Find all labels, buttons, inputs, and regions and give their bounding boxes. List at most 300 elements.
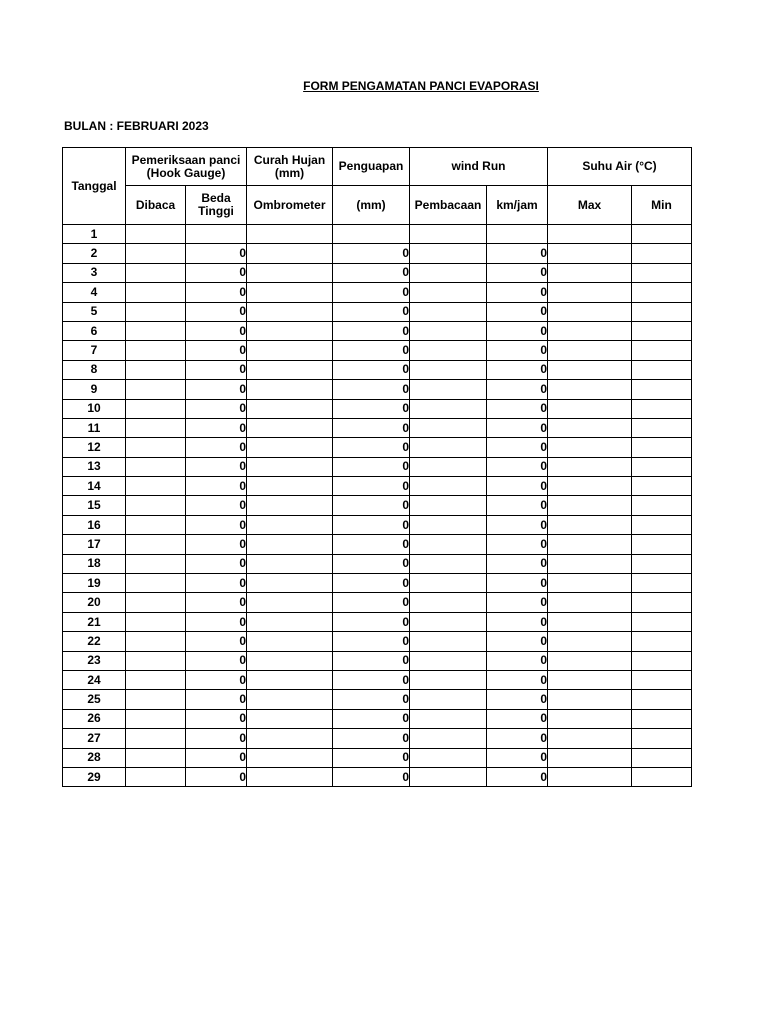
cell-min <box>632 438 692 457</box>
cell-tanggal: 25 <box>63 690 126 709</box>
cell-pembacaan <box>410 321 487 340</box>
header-suhu-air: Suhu Air (°C) <box>548 148 692 186</box>
cell-beda-tinggi: 0 <box>186 709 247 728</box>
cell-km-jam: 0 <box>487 748 548 767</box>
cell-max <box>548 612 632 631</box>
cell-max <box>548 380 632 399</box>
cell-max <box>548 438 632 457</box>
cell-ombrometer <box>247 399 333 418</box>
cell-tanggal: 11 <box>63 418 126 437</box>
table-row <box>63 283 692 302</box>
cell-min <box>632 302 692 321</box>
header-beda-line1: Beda <box>201 191 231 205</box>
cell-km-jam: 0 <box>487 554 548 573</box>
cell-min <box>632 399 692 418</box>
cell-dibaca <box>126 418 186 437</box>
cell-pembacaan <box>410 380 487 399</box>
cell-penguapan: 0 <box>333 767 410 786</box>
cell-tanggal: 4 <box>63 283 126 302</box>
cell-penguapan: 0 <box>333 651 410 670</box>
cell-max <box>548 302 632 321</box>
cell-beda-tinggi: 0 <box>186 535 247 554</box>
cell-dibaca <box>126 670 186 689</box>
table-row <box>63 418 692 437</box>
table-row <box>63 729 692 748</box>
header-wind-run: wind Run <box>410 148 548 186</box>
cell-tanggal: 9 <box>63 380 126 399</box>
cell-beda-tinggi: 0 <box>186 341 247 360</box>
cell-max <box>548 515 632 534</box>
cell-min <box>632 457 692 476</box>
cell-pembacaan <box>410 496 487 515</box>
cell-tanggal: 2 <box>63 244 126 263</box>
header-dibaca: Dibaca <box>126 186 186 225</box>
cell-km-jam: 0 <box>487 690 548 709</box>
cell-dibaca <box>126 263 186 282</box>
cell-ombrometer <box>247 283 333 302</box>
cell-ombrometer <box>247 380 333 399</box>
cell-penguapan: 0 <box>333 302 410 321</box>
cell-pembacaan <box>410 651 487 670</box>
table-row <box>63 767 692 786</box>
cell-tanggal: 18 <box>63 554 126 573</box>
cell-dibaca <box>126 612 186 631</box>
cell-penguapan: 0 <box>333 515 410 534</box>
cell-tanggal: 23 <box>63 651 126 670</box>
cell-penguapan: 0 <box>333 535 410 554</box>
cell-dibaca <box>126 574 186 593</box>
cell-max <box>548 670 632 689</box>
cell-dibaca <box>126 535 186 554</box>
cell-min <box>632 709 692 728</box>
cell-ombrometer <box>247 593 333 612</box>
cell-dibaca <box>126 477 186 496</box>
cell-ombrometer <box>247 574 333 593</box>
cell-ombrometer <box>247 360 333 379</box>
cell-km-jam: 0 <box>487 515 548 534</box>
cell-tanggal: 20 <box>63 593 126 612</box>
cell-beda-tinggi: 0 <box>186 438 247 457</box>
cell-tanggal: 16 <box>63 515 126 534</box>
table-row <box>63 438 692 457</box>
cell-dibaca <box>126 748 186 767</box>
cell-km-jam: 0 <box>487 457 548 476</box>
cell-beda-tinggi: 0 <box>186 670 247 689</box>
cell-beda-tinggi: 0 <box>186 496 247 515</box>
table-row <box>63 574 692 593</box>
cell-dibaca <box>126 651 186 670</box>
cell-max <box>548 496 632 515</box>
cell-beda-tinggi: 0 <box>186 612 247 631</box>
cell-penguapan: 0 <box>333 244 410 263</box>
cell-beda-tinggi: 0 <box>186 457 247 476</box>
cell-pembacaan <box>410 554 487 573</box>
header-tanggal: Tanggal <box>63 148 126 225</box>
cell-penguapan: 0 <box>333 593 410 612</box>
cell-pembacaan <box>410 477 487 496</box>
cell-km-jam: 0 <box>487 651 548 670</box>
cell-pembacaan <box>410 341 487 360</box>
cell-beda-tinggi: 0 <box>186 380 247 399</box>
cell-penguapan: 0 <box>333 690 410 709</box>
cell-penguapan: 0 <box>333 263 410 282</box>
cell-beda-tinggi: 0 <box>186 729 247 748</box>
cell-dibaca <box>126 225 186 244</box>
table-row <box>63 477 692 496</box>
table-row <box>63 341 692 360</box>
header-beda-tinggi <box>186 186 247 225</box>
cell-km-jam: 0 <box>487 496 548 515</box>
cell-beda-tinggi: 0 <box>186 302 247 321</box>
cell-penguapan: 0 <box>333 438 410 457</box>
table-row <box>63 457 692 476</box>
cell-beda-tinggi: 0 <box>186 515 247 534</box>
cell-max <box>548 477 632 496</box>
cell-km-jam: 0 <box>487 477 548 496</box>
cell-km-jam: 0 <box>487 593 548 612</box>
cell-beda-tinggi: 0 <box>186 574 247 593</box>
header-pemeriksaan-panci <box>126 148 247 186</box>
cell-ombrometer <box>247 263 333 282</box>
cell-tanggal: 21 <box>63 612 126 631</box>
cell-beda-tinggi: 0 <box>186 651 247 670</box>
cell-min <box>632 651 692 670</box>
table-row <box>63 380 692 399</box>
cell-ombrometer <box>247 244 333 263</box>
cell-ombrometer <box>247 321 333 340</box>
cell-dibaca <box>126 438 186 457</box>
cell-tanggal: 15 <box>63 496 126 515</box>
cell-beda-tinggi: 0 <box>186 263 247 282</box>
cell-ombrometer <box>247 477 333 496</box>
cell-km-jam: 0 <box>487 709 548 728</box>
cell-penguapan: 0 <box>333 574 410 593</box>
cell-km-jam: 0 <box>487 729 548 748</box>
cell-km-jam <box>487 225 548 244</box>
cell-beda-tinggi <box>186 225 247 244</box>
cell-dibaca <box>126 515 186 534</box>
cell-dibaca <box>126 283 186 302</box>
cell-penguapan: 0 <box>333 729 410 748</box>
cell-penguapan: 0 <box>333 496 410 515</box>
cell-pembacaan <box>410 244 487 263</box>
cell-dibaca <box>126 399 186 418</box>
cell-km-jam: 0 <box>487 438 548 457</box>
cell-min <box>632 244 692 263</box>
cell-km-jam: 0 <box>487 360 548 379</box>
cell-beda-tinggi: 0 <box>186 418 247 437</box>
header-max: Max <box>548 186 632 225</box>
cell-penguapan: 0 <box>333 457 410 476</box>
cell-beda-tinggi: 0 <box>186 283 247 302</box>
table-row <box>63 535 692 554</box>
cell-penguapan: 0 <box>333 380 410 399</box>
cell-penguapan: 0 <box>333 709 410 728</box>
cell-min <box>632 321 692 340</box>
cell-max <box>548 418 632 437</box>
cell-tanggal: 13 <box>63 457 126 476</box>
cell-beda-tinggi: 0 <box>186 554 247 573</box>
cell-pembacaan <box>410 593 487 612</box>
cell-ombrometer <box>247 418 333 437</box>
cell-km-jam: 0 <box>487 670 548 689</box>
cell-ombrometer <box>247 496 333 515</box>
cell-dibaca <box>126 729 186 748</box>
cell-max <box>548 593 632 612</box>
cell-min <box>632 574 692 593</box>
table-row <box>63 302 692 321</box>
cell-km-jam: 0 <box>487 535 548 554</box>
cell-max <box>548 748 632 767</box>
cell-tanggal: 6 <box>63 321 126 340</box>
cell-beda-tinggi: 0 <box>186 593 247 612</box>
cell-pembacaan <box>410 632 487 651</box>
cell-min <box>632 515 692 534</box>
cell-pembacaan <box>410 535 487 554</box>
cell-beda-tinggi: 0 <box>186 477 247 496</box>
cell-km-jam: 0 <box>487 263 548 282</box>
cell-max <box>548 574 632 593</box>
cell-max <box>548 709 632 728</box>
cell-dibaca <box>126 360 186 379</box>
cell-max <box>548 341 632 360</box>
cell-ombrometer <box>247 690 333 709</box>
cell-min <box>632 418 692 437</box>
cell-dibaca <box>126 632 186 651</box>
header-beda-line2: Tinggi <box>198 204 234 218</box>
cell-tanggal: 14 <box>63 477 126 496</box>
cell-max <box>548 651 632 670</box>
cell-km-jam: 0 <box>487 767 548 786</box>
form-title: FORM PENGAMATAN PANCI EVAPORASI <box>303 79 539 93</box>
cell-max <box>548 225 632 244</box>
cell-min <box>632 632 692 651</box>
cell-penguapan: 0 <box>333 554 410 573</box>
cell-min <box>632 593 692 612</box>
cell-min <box>632 263 692 282</box>
cell-tanggal: 24 <box>63 670 126 689</box>
cell-pembacaan <box>410 709 487 728</box>
cell-pembacaan <box>410 360 487 379</box>
cell-tanggal: 7 <box>63 341 126 360</box>
cell-ombrometer <box>247 729 333 748</box>
cell-max <box>548 399 632 418</box>
cell-tanggal: 28 <box>63 748 126 767</box>
cell-ombrometer <box>247 612 333 631</box>
cell-penguapan: 0 <box>333 399 410 418</box>
cell-tanggal: 10 <box>63 399 126 418</box>
cell-max <box>548 321 632 340</box>
cell-max <box>548 457 632 476</box>
cell-pembacaan <box>410 418 487 437</box>
cell-km-jam: 0 <box>487 380 548 399</box>
header-penguapan: Penguapan <box>333 148 410 186</box>
cell-tanggal: 22 <box>63 632 126 651</box>
evaporation-table <box>62 147 692 787</box>
cell-ombrometer <box>247 554 333 573</box>
cell-ombrometer <box>247 341 333 360</box>
cell-max <box>548 283 632 302</box>
cell-dibaca <box>126 341 186 360</box>
cell-pembacaan <box>410 670 487 689</box>
cell-ombrometer <box>247 632 333 651</box>
cell-tanggal: 12 <box>63 438 126 457</box>
cell-penguapan: 0 <box>333 670 410 689</box>
cell-beda-tinggi: 0 <box>186 748 247 767</box>
table-row <box>63 690 692 709</box>
cell-dibaca <box>126 302 186 321</box>
table-row <box>63 554 692 573</box>
cell-min <box>632 380 692 399</box>
cell-km-jam: 0 <box>487 321 548 340</box>
cell-max <box>548 263 632 282</box>
cell-tanggal: 27 <box>63 729 126 748</box>
cell-min <box>632 225 692 244</box>
table-row <box>63 748 692 767</box>
cell-max <box>548 535 632 554</box>
header-min: Min <box>632 186 692 225</box>
cell-ombrometer <box>247 438 333 457</box>
cell-pembacaan <box>410 729 487 748</box>
table-row <box>63 263 692 282</box>
cell-beda-tinggi: 0 <box>186 360 247 379</box>
header-curah-line2: (mm) <box>274 165 305 180</box>
header-ombrometer: Ombrometer <box>247 186 333 225</box>
cell-max <box>548 554 632 573</box>
cell-km-jam: 0 <box>487 302 548 321</box>
header-curah-line1: Curah Hujan <box>253 152 326 167</box>
cell-tanggal: 3 <box>63 263 126 282</box>
cell-beda-tinggi: 0 <box>186 321 247 340</box>
cell-min <box>632 670 692 689</box>
table-row <box>63 670 692 689</box>
header-curah-hujan <box>247 148 333 186</box>
cell-penguapan: 0 <box>333 477 410 496</box>
cell-tanggal: 19 <box>63 574 126 593</box>
cell-min <box>632 283 692 302</box>
cell-pembacaan <box>410 263 487 282</box>
cell-max <box>548 729 632 748</box>
cell-max <box>548 360 632 379</box>
cell-pembacaan <box>410 574 487 593</box>
table-row <box>63 709 692 728</box>
cell-penguapan: 0 <box>333 418 410 437</box>
table-row <box>63 515 692 534</box>
cell-penguapan <box>333 225 410 244</box>
table-row <box>63 225 692 244</box>
header-pembacaan: Pembacaan <box>410 186 487 225</box>
cell-dibaca <box>126 457 186 476</box>
table-row <box>63 244 692 263</box>
cell-pembacaan <box>410 438 487 457</box>
cell-ombrometer <box>247 651 333 670</box>
cell-min <box>632 554 692 573</box>
cell-pembacaan <box>410 225 487 244</box>
cell-tanggal: 17 <box>63 535 126 554</box>
table-row <box>63 399 692 418</box>
cell-pembacaan <box>410 399 487 418</box>
cell-pembacaan <box>410 690 487 709</box>
cell-pembacaan <box>410 767 487 786</box>
cell-penguapan: 0 <box>333 612 410 631</box>
cell-penguapan: 0 <box>333 321 410 340</box>
cell-ombrometer <box>247 767 333 786</box>
cell-tanggal: 29 <box>63 767 126 786</box>
cell-min <box>632 748 692 767</box>
cell-tanggal: 26 <box>63 709 126 728</box>
cell-km-jam: 0 <box>487 574 548 593</box>
table-row <box>63 496 692 515</box>
cell-dibaca <box>126 767 186 786</box>
table-row <box>63 651 692 670</box>
cell-beda-tinggi: 0 <box>186 244 247 263</box>
cell-min <box>632 341 692 360</box>
cell-ombrometer <box>247 302 333 321</box>
cell-beda-tinggi: 0 <box>186 767 247 786</box>
cell-min <box>632 612 692 631</box>
cell-beda-tinggi: 0 <box>186 690 247 709</box>
cell-max <box>548 767 632 786</box>
table-row <box>63 321 692 340</box>
header-pemeriksaan-line2: (Hook Gauge) <box>146 165 226 180</box>
cell-min <box>632 496 692 515</box>
cell-ombrometer <box>247 515 333 534</box>
cell-min <box>632 535 692 554</box>
cell-dibaca <box>126 380 186 399</box>
header-penguapan-unit: (mm) <box>333 186 410 225</box>
cell-km-jam: 0 <box>487 341 548 360</box>
cell-penguapan: 0 <box>333 341 410 360</box>
table-row <box>63 612 692 631</box>
cell-beda-tinggi: 0 <box>186 632 247 651</box>
cell-ombrometer <box>247 748 333 767</box>
cell-km-jam: 0 <box>487 283 548 302</box>
cell-pembacaan <box>410 748 487 767</box>
cell-penguapan: 0 <box>333 748 410 767</box>
cell-min <box>632 477 692 496</box>
cell-pembacaan <box>410 457 487 476</box>
table-row <box>63 632 692 651</box>
cell-beda-tinggi: 0 <box>186 399 247 418</box>
cell-penguapan: 0 <box>333 283 410 302</box>
cell-dibaca <box>126 554 186 573</box>
cell-pembacaan <box>410 302 487 321</box>
cell-ombrometer <box>247 670 333 689</box>
table-row <box>63 360 692 379</box>
cell-dibaca <box>126 593 186 612</box>
cell-tanggal: 5 <box>63 302 126 321</box>
cell-km-jam: 0 <box>487 632 548 651</box>
cell-ombrometer <box>247 535 333 554</box>
cell-min <box>632 767 692 786</box>
cell-ombrometer <box>247 709 333 728</box>
cell-km-jam: 0 <box>487 244 548 263</box>
cell-min <box>632 360 692 379</box>
cell-km-jam: 0 <box>487 399 548 418</box>
cell-dibaca <box>126 709 186 728</box>
cell-pembacaan <box>410 283 487 302</box>
cell-pembacaan <box>410 515 487 534</box>
cell-tanggal: 1 <box>63 225 126 244</box>
cell-dibaca <box>126 244 186 263</box>
cell-min <box>632 690 692 709</box>
cell-dibaca <box>126 496 186 515</box>
cell-tanggal: 8 <box>63 360 126 379</box>
cell-max <box>548 690 632 709</box>
cell-ombrometer <box>247 457 333 476</box>
header-pemeriksaan-line1: Pemeriksaan panci <box>131 152 241 167</box>
table-body <box>63 225 692 787</box>
